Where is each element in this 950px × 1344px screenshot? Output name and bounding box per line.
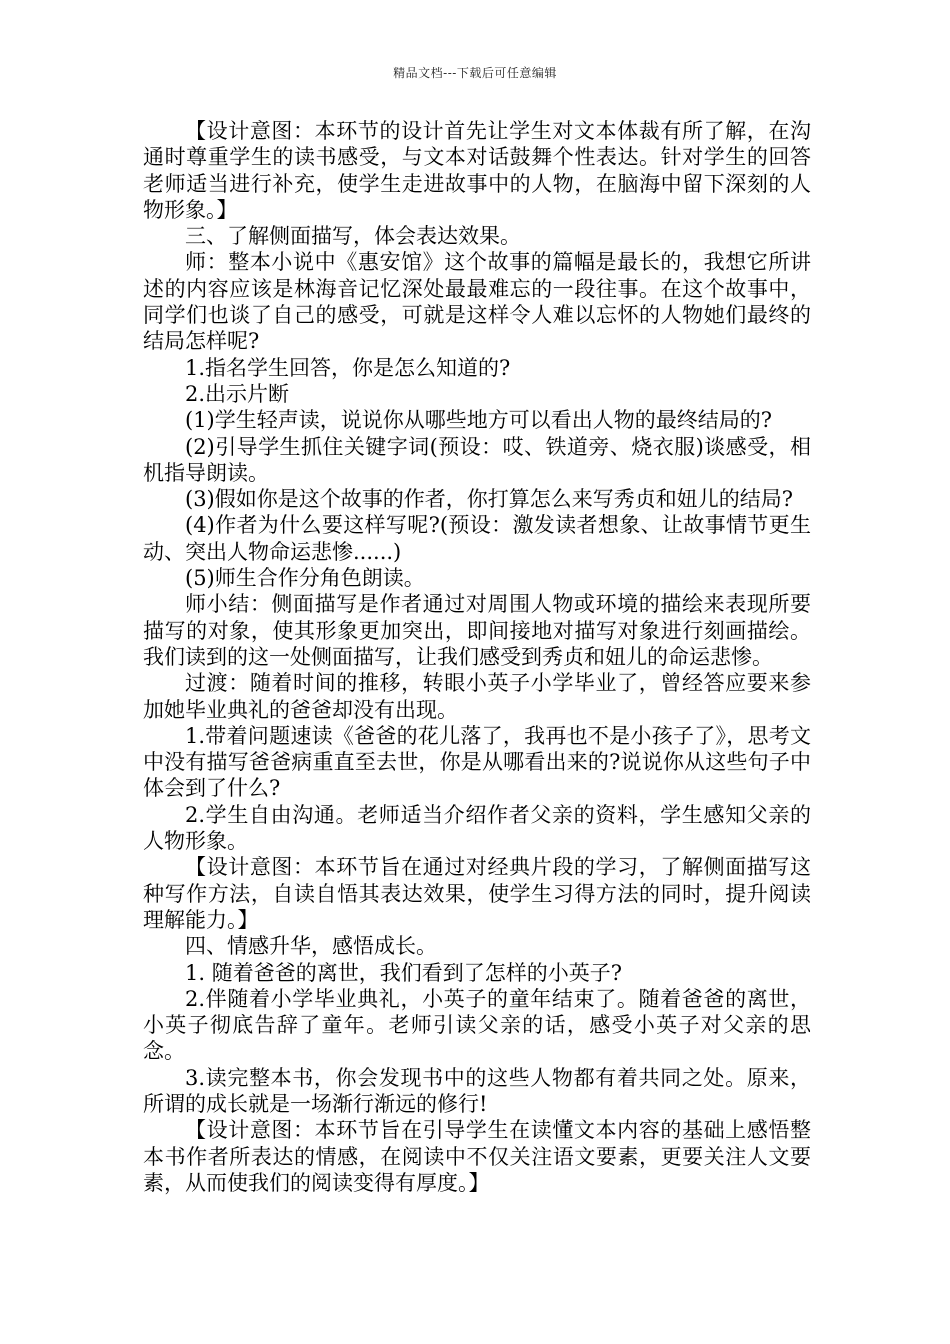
paragraph-teacher-intro: 师：整本小说中《惠安馆》这个故事的篇幅是最长的，我想它所讲述的内容应该是林海音记忆深处最最难忘的一段往事。在这个故事中，同学们也谈了自己的感受，可就是这样令人难以忘怀的人物她们最终的结局怎样呢?	[143, 250, 811, 354]
list-item-2c: 2.伴随着小学毕业典礼，小英子的童年结束了。随着爸爸的离世，小英子彻底告辞了童年。老师引读父亲的话，感受小英子对父亲的思念。	[143, 986, 811, 1064]
section-heading-3: 三、了解侧面描写，体会表达效果。	[185, 224, 521, 249]
section-heading-4: 四、情感升华，感悟成长。	[185, 934, 437, 959]
list-item-3c: 3.读完整本书，你会发现书中的这些人物都有着共同之处。原来，所谓的成长就是一场渐行渐远的修行!	[143, 1065, 811, 1116]
sub-item-2: (2)引导学生抓住关键字词(预设：哎、铁道旁、烧衣服)谈感受，相机指导朗读。	[143, 434, 811, 485]
list-item-1: 1.指名学生回答，你是怎么知道的?	[185, 355, 511, 380]
sub-item-3: (3)假如你是这个故事的作者，你打算怎么来写秀贞和妞儿的结局?	[185, 487, 794, 512]
paragraph-transition: 过渡：随着时间的推移，转眼小英子小学毕业了，曾经答应要来参加她毕业典礼的爸爸却没有出现。	[143, 671, 811, 722]
paragraph-design-intent-3: 【设计意图：本环节旨在引导学生在读懂文本内容的基础上感悟整本书作者所表达的情感，在阅读中不仅关注语文要素，更要关注人文要素，从而使我们的阅读变得有厚度。】	[143, 1118, 811, 1195]
sub-item-1: (1)学生轻声读，说说你从哪些地方可以看出人物的最终结局的?	[185, 408, 773, 433]
sub-item-4: (4)作者为什么要这样写呢?(预设：激发读者想象、让故事情节更生动、突出人物命运悲惨......)	[143, 513, 811, 564]
list-item-1b: 1.带着问题速读《爸爸的花儿落了，我再也不是小孩子了》，思考文中没有描写爸爸病重直至去世，你是从哪看出来的?说说你从这些句子中体会到了什么?	[143, 723, 811, 801]
page-header: 精品文档---下载后可任意编辑	[393, 66, 557, 80]
paragraph-design-intent-2: 【设计意图：本环节旨在通过对经典片段的学习，了解侧面描写这种写作方法，自读自悟其表达效果，使学生习得方法的同时，提升阅读理解能力。】	[143, 855, 811, 932]
list-item-1c: 1. 随着爸爸的离世，我们看到了怎样的小英子?	[185, 960, 622, 985]
document-body	[143, 118, 811, 1196]
list-item-2b: 2.学生自由沟通。老师适当介绍作者父亲的资料，学生感知父亲的人物形象。	[143, 802, 811, 854]
sub-item-5: (5)师生合作分角色朗读。	[185, 566, 425, 591]
paragraph-design-intent-1: 【设计意图：本环节的设计首先让学生对文本体裁有所了解，在沟通时尊重学生的读书感受，与文本对话鼓舞个性表达。针对学生的回答老师适当进行补充，使学生走进故事中的人物，在脑海中留下深刻的人物形象。】	[143, 119, 811, 222]
paragraph-teacher-summary: 师小结：侧面描写是作者通过对周围人物或环境的描绘来表现所要描写的对象，使其形象更加突出，即间接地对描写对象进行刻画描绘。我们读到的这一处侧面描写，让我们感受到秀贞和妞儿的命运悲惨。	[143, 592, 811, 669]
list-item-2: 2.出示片断	[185, 381, 290, 406]
